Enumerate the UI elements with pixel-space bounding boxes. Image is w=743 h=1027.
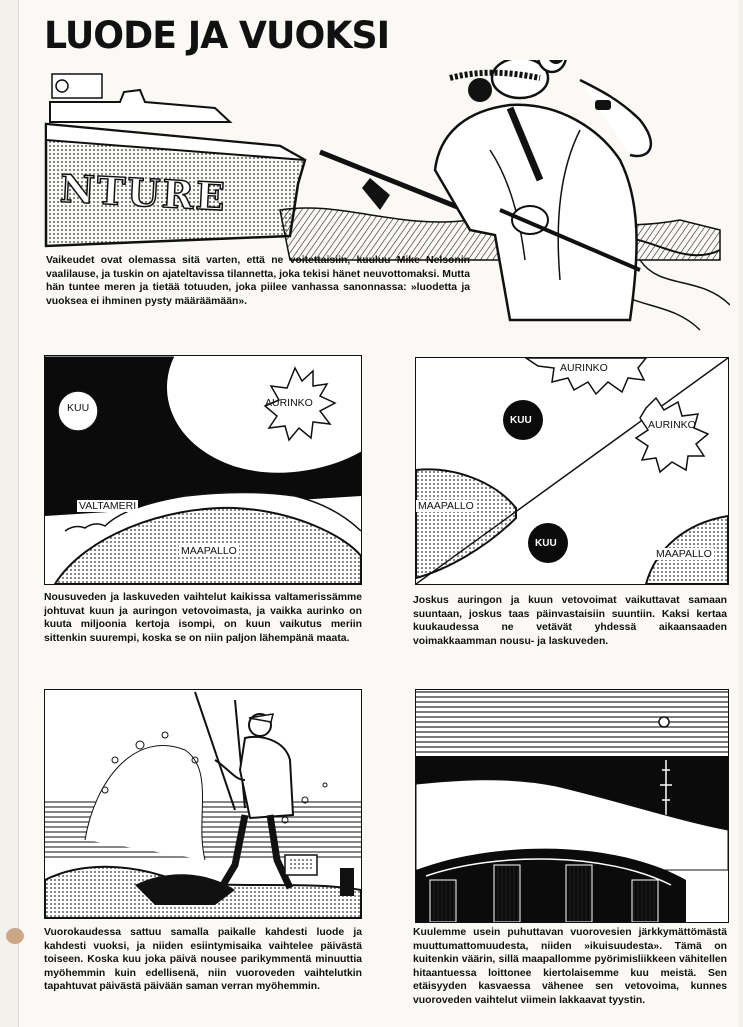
paper-stain bbox=[6, 928, 24, 944]
label-kuu: KUU bbox=[67, 402, 90, 414]
panel-moon-sun-earth bbox=[44, 355, 362, 585]
label-aurinko-top: AURINKO bbox=[560, 362, 608, 374]
panel-fisherman-waves bbox=[44, 689, 362, 919]
label-maapallo: MAAPALLO bbox=[181, 545, 237, 557]
intro-text: Vaikeudet ovat olemassa sitä varten, että ne voitettaisiin, kuuluu Mike Nelsonin vaalilause, ja tuskin on ajateltavissa tilannetta, joka tekisi hänet neuvottomaksi. Mutta hän tuntee meren ja tietää totuuden, joka piilee vanhassa sanonnassa: »luodetta ja vuoksea ei ihminen pysty määräämään». bbox=[46, 255, 470, 307]
label-aurinko: AURINKO bbox=[265, 397, 313, 409]
label-valtameri: VALTAMERI bbox=[79, 500, 137, 512]
boat-lettering: NTURE bbox=[58, 165, 228, 220]
panel-moon-over-sea bbox=[415, 689, 729, 923]
page-title: LUODE JA VUOKSI bbox=[44, 14, 390, 57]
label-maapallo-left: MAAPALLO bbox=[418, 500, 474, 512]
label-kuu-bottom: KUU bbox=[535, 538, 557, 549]
caption-panel-4: Kuulemme usein puhuttavan vuorovesien järkkymättömästä muuttumattomuudesta, niiden »ikuisuudesta». Tämä on kuitenkin väärin, sillä maapallomme pyörimisliikkeen vähitellen hitaantuessa loittonee kiertolaisemme kuu meistä. Sen etäisyyden kasvaessa vähenee sen vetovoima, kunnes vuoroveden vaihtelut viimein lakkaavat tyystin. bbox=[413, 927, 727, 1006]
caption-panel-2: Joskus auringon ja kuun vetovoimat vaikuttavat samaan suuntaan, joskus taas päinvastaisiin suuntiin. Kaksi kertaa kuukaudessa ne vetävät yhdessä aikaansaaden voimakkaamman nousu- ja laskuveden. bbox=[413, 595, 727, 647]
label-aurinko-right: AURINKO bbox=[648, 419, 696, 431]
label-maapallo-right: MAAPALLO bbox=[656, 548, 712, 560]
caption-panel-1: Nousuveden ja laskuveden vaihtelut kaikissa valtamerissämme johtuvat kuun ja auringon vetovoimasta, ja vaikka aurinko on kuuta miljoonia kertoja isompi, on kuun vaikutus meriin sittenkin suurempi, koska se on niin paljon lähempänä maata. bbox=[44, 592, 362, 644]
caption-panel-3: Vuorokaudessa sattuu samalla paikalle kahdesti luode ja kahdesti vuoksi, ja niiden esiintymisaika vaihtelee päivästä toiseen. Koska kuu joka päivä nousee parikymmentä minuuttia myöhemmin kuin edellisenä, niin vuoroveden vaihtelutkin tapahtuvat päivästä päivään saman verran myöhemmin. bbox=[44, 927, 362, 993]
label-kuu-top: KUU bbox=[510, 415, 532, 426]
panel-sun-moon-alignment bbox=[415, 357, 729, 585]
